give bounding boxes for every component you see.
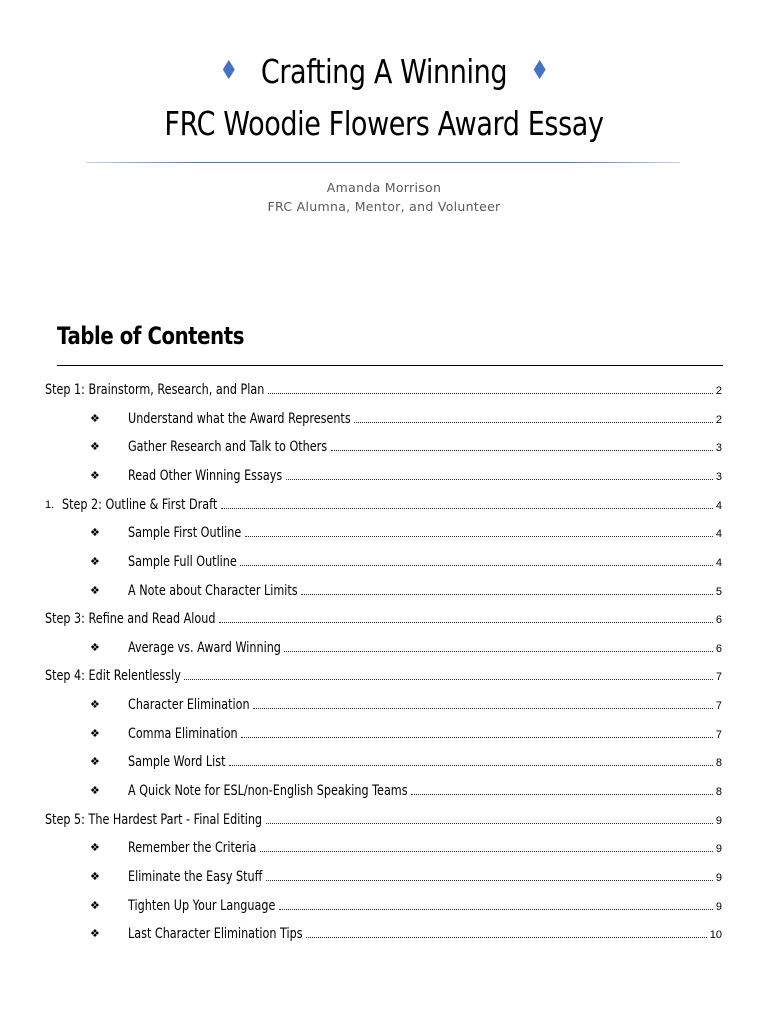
toc-heading: Table of Contents [57,322,245,350]
toc-page-number: 6 [715,614,722,626]
toc-entry-label: A Note about Character Limits [128,583,298,599]
dot-leader [266,822,713,824]
toc-page-number: 9 [715,815,722,827]
toc-page-number: 4 [715,557,722,569]
toc-entry-label: A Quick Note for ESL/non-English Speaking Teams [128,783,408,799]
toc-page-number: 5 [715,586,722,598]
dot-leader [253,707,713,709]
toc-entry-label: Step 5: The Hardest Part - Final Editing [45,812,263,828]
toc-entry[interactable] [128,752,722,770]
bullet-icon: ❖ [90,784,100,797]
toc-entry-label: Understand what the Award Represents [128,411,351,427]
dot-leader [411,793,713,795]
toc-entry[interactable] [45,810,722,828]
toc-entry-label: Step 2: Outline & First Draft [62,497,218,513]
toc-entry[interactable] [128,695,722,713]
bullet-icon: ❖ [90,412,100,425]
dot-leader [354,421,713,423]
title-text-2: FRC Woodie Flowers Award Essay [164,104,604,143]
toc-entry-label: Read Other Winning Essays [128,468,283,484]
dot-leader [245,535,713,537]
bullet-icon: ❖ [90,641,100,654]
toc-entry-label: Gather Research and Talk to Others [128,439,328,455]
dot-leader [184,678,713,680]
toc-page-number: 3 [715,471,722,483]
toc-entry[interactable] [128,552,722,570]
toc-entry-label: Tighten Up Your Language [128,898,276,914]
toc-entry[interactable] [128,638,722,656]
toc-page-number: 2 [715,414,722,426]
bullet-icon: ❖ [90,698,100,711]
toc-page-number: 9 [715,872,722,884]
toc-page-number: 3 [715,442,722,454]
dot-leader [229,764,713,766]
bullet-icon: ❖ [90,927,100,940]
toc-entry-label: Sample Full Outline [128,554,237,570]
dot-leader [241,736,713,738]
bullet-icon: ❖ [90,755,100,768]
dot-leader [284,650,713,652]
toc-entry-label: Eliminate the Easy Stuff [128,869,263,885]
bullet-icon: ❖ [90,727,100,740]
dot-leader [306,936,707,938]
toc-entry[interactable] [128,924,722,942]
toc-page-number: 4 [715,528,722,540]
diamond-icon: ♦ [530,56,549,86]
toc-page-number: 9 [715,901,722,913]
toc-page-number: 2 [715,385,722,397]
toc-page-number: 6 [715,643,722,655]
toc-entry-label: Comma Elimination [128,726,238,742]
toc-page-number: 7 [715,671,722,683]
dot-leader [219,621,713,623]
toc-entry[interactable] [128,409,722,427]
toc-entry[interactable] [45,609,722,627]
toc-entry[interactable] [128,724,722,742]
toc-entry[interactable] [128,437,722,455]
author-role: FRC Alumna, Mentor, and Volunteer [267,199,501,214]
bullet-icon: ❖ [90,841,100,854]
dot-leader [301,593,713,595]
toc-entry-label: Sample First Outline [128,525,242,541]
dot-leader [260,850,713,852]
toc-page-number: 10 [709,929,722,941]
toc-entry[interactable] [128,867,722,885]
toc-entry[interactable] [128,581,722,599]
dot-leader [286,478,713,480]
bullet-icon: ❖ [90,440,100,453]
dot-leader [268,392,713,394]
dot-leader [266,879,713,881]
toc-number-prefix: 1. [45,499,55,511]
author-name: Amanda Morrison [326,180,442,195]
title-line-1 [69,52,699,91]
toc-page-number: 7 [715,700,722,712]
toc-divider [57,365,723,366]
toc-entry[interactable] [128,466,722,484]
title-divider [86,162,680,163]
toc-entry-label: Sample Word List [128,754,226,770]
toc-entry[interactable] [62,495,722,513]
toc-entry-label: Step 1: Brainstorm, Research, and Plan [45,382,265,398]
bullet-icon: ❖ [90,899,100,912]
dot-leader [331,449,713,451]
toc-entry[interactable] [45,380,722,398]
toc-entry[interactable] [128,781,722,799]
toc-page-number: 9 [715,843,722,855]
toc-entry[interactable] [128,523,722,541]
toc-entry[interactable] [128,838,722,856]
title-text-1: Crafting A Winning [260,52,508,91]
toc-entry[interactable] [45,666,722,684]
toc-entry-label: Step 3: Refine and Read Aloud [45,611,216,627]
toc-page-number: 7 [715,729,722,741]
title-line-2 [69,104,699,143]
toc-entry[interactable] [128,896,722,914]
bullet-icon: ❖ [90,469,100,482]
toc-entry-label: Remember the Criteria [128,840,257,856]
toc-page-number: 8 [715,786,722,798]
dot-leader [221,507,713,509]
diamond-icon: ♦ [219,56,238,86]
bullet-icon: ❖ [90,584,100,597]
toc-entry-label: Character Elimination [128,697,250,713]
bullet-icon: ❖ [90,526,100,539]
toc-page-number: 8 [715,757,722,769]
toc-entry-label: Last Character Elimination Tips [128,926,303,942]
toc-entry-label: Average vs. Award Winning [128,640,281,656]
dot-leader [240,564,713,566]
bullet-icon: ❖ [90,555,100,568]
dot-leader [279,908,713,910]
toc-page-number: 4 [715,500,722,512]
toc-entry-label: Step 4: Edit Relentlessly [45,668,181,684]
bullet-icon: ❖ [90,870,100,883]
